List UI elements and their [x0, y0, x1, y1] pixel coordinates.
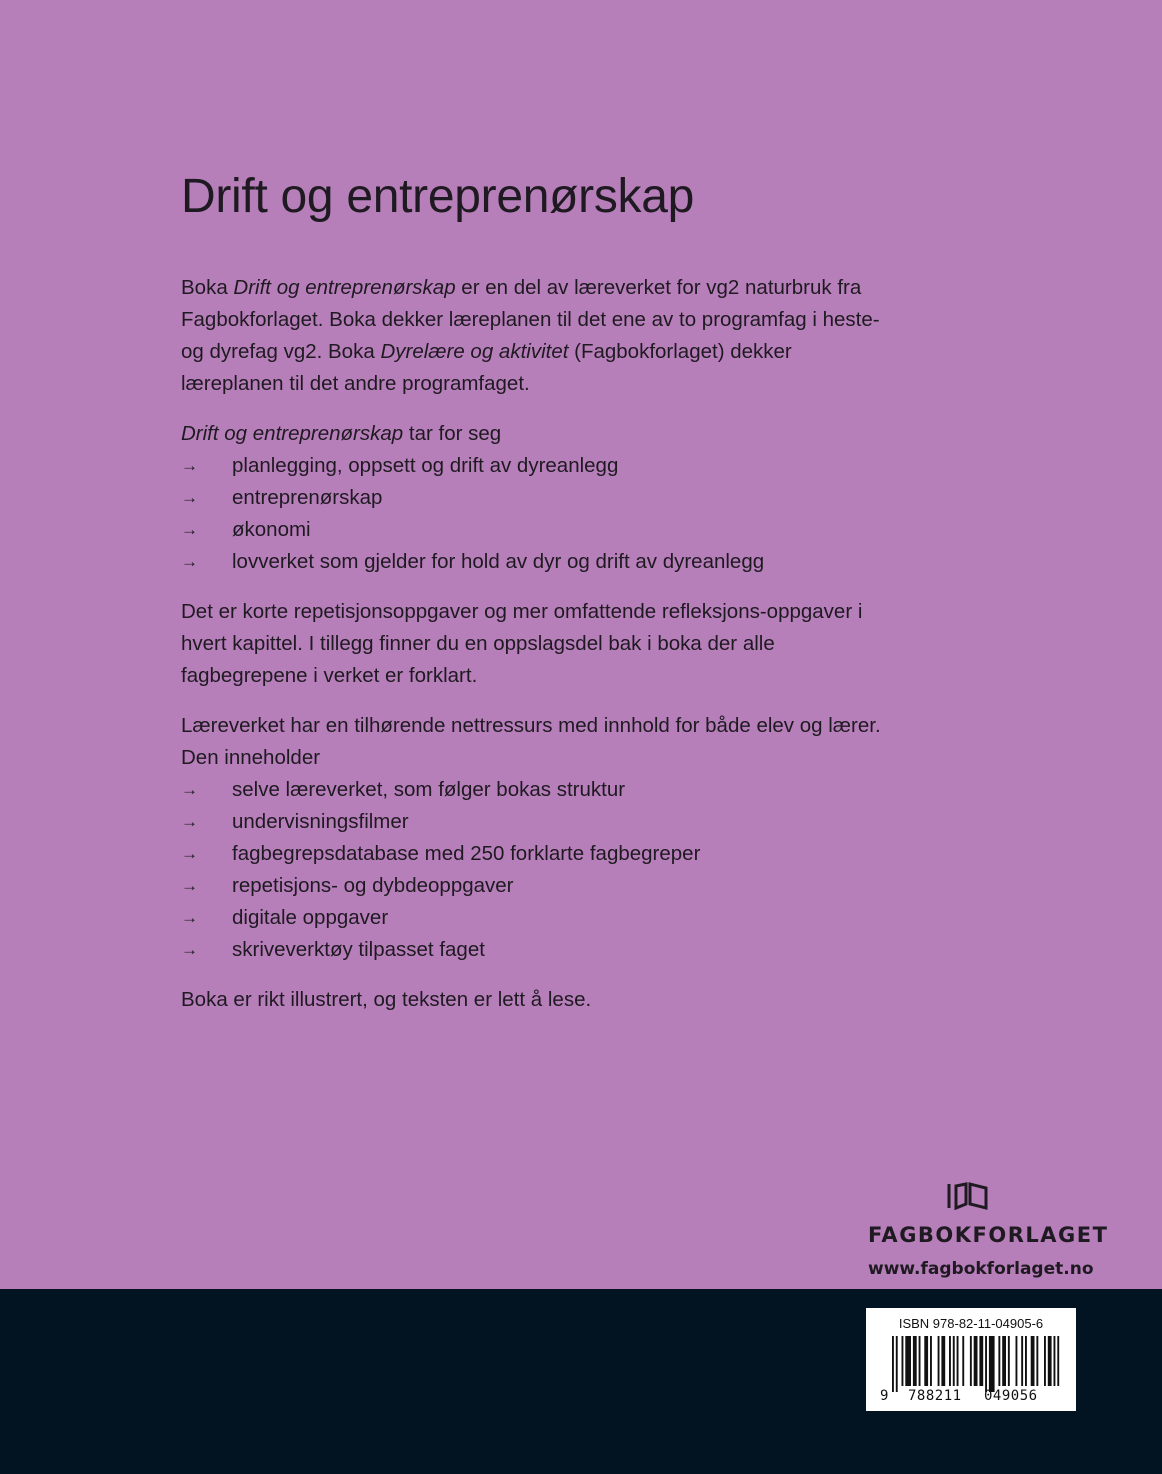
- closing-paragraph: Boka er rikt illustrert, og teksten er lett å lese.: [181, 987, 592, 1011]
- book-logo-icon: [946, 1180, 990, 1217]
- list-item: → undervisningsfilmer: [181, 806, 881, 838]
- topics-lead-title: Drift og entreprenørskap: [181, 421, 404, 445]
- list-item: → skriveverktøy tilpasset faget: [181, 934, 881, 966]
- intro-text-1: Boka: [181, 275, 234, 299]
- list-item: → selve læreverket, som følger bokas struktur: [181, 774, 881, 806]
- list-item: → økonomi: [181, 514, 881, 546]
- list-item: → entreprenørskap: [181, 482, 881, 514]
- tasks-paragraph: Det er korte repetisjonsoppgaver og mer omfattende refleksjons-oppgaver i hvert kapittel. I tillegg finner du en oppslagsdel bak i boka der alle fagbegrepene i verket er forklart.: [181, 599, 863, 687]
- barcode-digits-right: 049056: [984, 1388, 1038, 1404]
- barcode-digits-left: 788211: [908, 1388, 962, 1404]
- list-item: → lovverket som gjelder for hold av dyr og drift av dyreanlegg: [181, 546, 881, 578]
- resource-lead: Læreverket har en tilhørende nettressurs med innhold for både elev og lærer. Den inneholder: [181, 713, 881, 769]
- list-item: → planlegging, oppsett og drift av dyreanlegg: [181, 450, 881, 482]
- arrow-icon: →: [181, 487, 198, 507]
- topics-lead: [181, 418, 881, 450]
- intro-paragraph: [181, 272, 881, 400]
- barcode-digit-first: 9: [880, 1388, 889, 1404]
- arrow-icon: →: [181, 551, 198, 571]
- book-title: Drift og entreprenørskap: [181, 170, 695, 223]
- isbn-barcode: [866, 1308, 1076, 1411]
- list-item: → digitale oppgaver: [181, 902, 881, 934]
- arrow-icon: →: [181, 875, 198, 895]
- intro-related-book: Dyrelære og aktivitet: [380, 339, 569, 363]
- arrow-icon: →: [181, 519, 198, 539]
- intro-text-2: er en del av læreverket for vg2 naturbruk fra Fagbokforlaget. Boka dekker læreplanen til det ene av to programfag i heste- og dyrefag vg2. Boka: [181, 275, 880, 363]
- arrow-icon: →: [181, 455, 198, 475]
- arrow-icon: →: [181, 779, 198, 799]
- resource-list: [181, 774, 881, 966]
- list-item: → fagbegrepsdatabase med 250 forklarte fagbegreper: [181, 838, 881, 870]
- arrow-icon: →: [181, 939, 198, 959]
- arrow-icon: →: [181, 843, 198, 863]
- topics-list: [181, 450, 881, 578]
- arrow-icon: →: [181, 811, 198, 831]
- intro-text-3: (Fagbokforlaget) dekker læreplanen til det andre programfaget.: [181, 339, 792, 395]
- barcode-icon: [876, 1336, 1066, 1392]
- list-item: → repetisjons- og dybdeoppgaver: [181, 870, 881, 902]
- publisher-url[interactable]: www.fagbokforlaget.no: [868, 1259, 1094, 1279]
- back-cover-text: [181, 168, 881, 1016]
- publisher-name: FAGBOKFORLAGET: [868, 1223, 1109, 1247]
- topics-lead-rest: tar for seg: [403, 421, 502, 445]
- isbn-label: ISBN 978-82-11-04905-6: [898, 1316, 1044, 1331]
- publisher-block: [868, 1180, 1109, 1279]
- intro-book-title: Drift og entreprenørskap: [233, 275, 456, 299]
- arrow-icon: →: [181, 907, 198, 927]
